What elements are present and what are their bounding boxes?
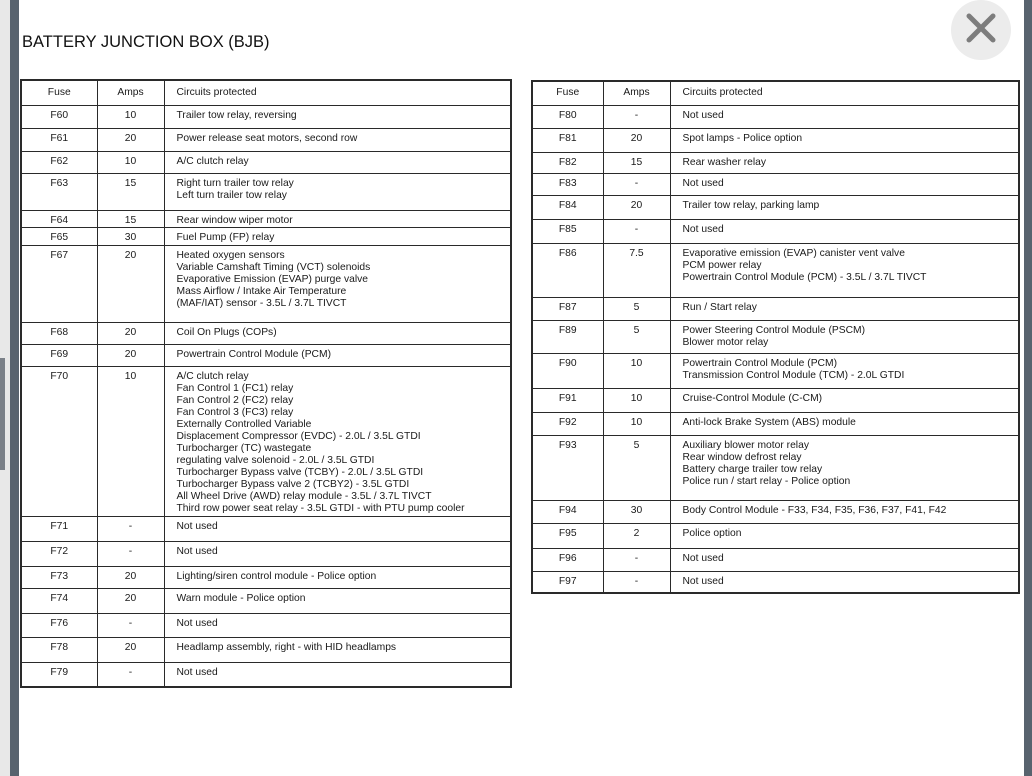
table-row <box>21 637 511 662</box>
circuit-line: Powertrain Control Module (PCM) <box>682 357 838 369</box>
amps-cell <box>603 320 670 353</box>
circuit-line: Turbocharger Bypass valve (TCBY) - 2.0L / 3.5L GTDI <box>176 466 424 478</box>
amps-cell <box>97 210 164 227</box>
fuse-cell <box>532 353 603 388</box>
circuit-line: Variable Camshaft Timing (VCT) solenoids <box>176 261 371 273</box>
table-row <box>532 173 1019 195</box>
table-row <box>532 412 1019 435</box>
left-frame-bar <box>10 0 19 776</box>
circuits-cell <box>164 128 511 151</box>
circuit-line: Fan Control 3 (FC3) relay <box>176 406 294 418</box>
circuit-line: Not used <box>176 617 218 629</box>
circuit-line: Evaporative Emission (EVAP) purge valve <box>176 273 369 285</box>
table-row <box>21 128 511 151</box>
amps-value: 20 <box>124 326 137 338</box>
fuse-cell <box>532 128 603 152</box>
table-row <box>532 571 1019 593</box>
amps-cell <box>97 322 164 344</box>
circuit-line: Police option <box>682 527 742 539</box>
circuit-line: regulating valve solenoid - 2.0L / 3.5L GTDI <box>176 454 375 466</box>
table-row <box>21 173 511 210</box>
fuse-cell <box>21 541 97 566</box>
circuit-line: PCM power relay <box>682 259 762 271</box>
fuse-id: F96 <box>558 552 577 564</box>
circuits-cell <box>670 297 1019 320</box>
amps-cell <box>603 500 670 523</box>
table-row <box>21 662 511 687</box>
fuse-id: F64 <box>50 214 69 226</box>
fuse-id: F86 <box>558 247 577 259</box>
circuit-line: Police run / start relay - Police option <box>682 475 851 487</box>
circuit-line: Not used <box>682 552 724 564</box>
amps-value: 7.5 <box>629 247 644 259</box>
fuse-cell <box>21 245 97 322</box>
amps-value: 20 <box>124 132 137 144</box>
circuit-line: Spot lamps - Police option <box>682 132 803 144</box>
table-row <box>532 128 1019 152</box>
fuse-id: F76 <box>50 617 69 629</box>
fuse-cell <box>532 105 603 128</box>
circuit-line: Powertrain Control Module (PCM) - 3.5L / 3.7L TIVCT <box>682 271 927 283</box>
amps-cell <box>603 353 670 388</box>
circuit-line: Externally Controlled Variable <box>176 418 312 430</box>
circuit-line: Run / Start relay <box>682 301 757 313</box>
amps-value: 20 <box>124 249 137 261</box>
amps-cell <box>97 366 164 516</box>
amps-cell <box>603 297 670 320</box>
circuit-line: Cruise-Control Module (C-CM) <box>682 392 823 404</box>
circuits-cell <box>164 227 511 245</box>
circuits-cell <box>670 195 1019 219</box>
fuse-id: F67 <box>50 249 69 261</box>
table-row <box>21 227 511 245</box>
table-row <box>532 353 1019 388</box>
circuit-line: Mass Airflow / Intake Air Temperature <box>176 285 347 297</box>
circuit-line: Power release seat motors, second row <box>176 132 358 144</box>
fuse-id: F80 <box>558 109 577 121</box>
circuits-cell <box>164 662 511 687</box>
circuit-line: Power Steering Control Module (PSCM) <box>682 324 866 336</box>
circuit-line: Rear window defrost relay <box>682 451 802 463</box>
circuit-line: Not used <box>682 177 724 189</box>
circuit-line: Fuel Pump (FP) relay <box>176 231 275 243</box>
fuse-id: F94 <box>558 504 577 516</box>
circuit-line: Battery charge trailer tow relay <box>682 463 823 475</box>
amps-value: - <box>128 520 133 532</box>
circuits-cell <box>164 588 511 613</box>
circuit-line: Anti-lock Brake System (ABS) module <box>682 416 856 428</box>
fuse-id: F97 <box>558 575 577 587</box>
circuit-line: Turbocharger Bypass valve 2 (TCBY2) - 3.5L GTDI <box>176 478 410 490</box>
circuit-line: All Wheel Drive (AWD) relay module - 3.5L / 3.7L TIVCT <box>176 490 432 502</box>
amps-cell <box>97 613 164 637</box>
fuse-id: F85 <box>558 223 577 235</box>
circuit-line: Coil On Plugs (COPs) <box>176 326 277 338</box>
amps-cell <box>603 128 670 152</box>
amps-value: 10 <box>124 155 137 167</box>
fuse-id: F65 <box>50 231 69 243</box>
table-row <box>532 152 1019 173</box>
circuits-cell <box>670 500 1019 523</box>
amps-value: - <box>128 617 133 629</box>
amps-cell <box>603 152 670 173</box>
circuit-line: Not used <box>176 520 218 532</box>
fuse-cell <box>21 151 97 173</box>
amps-value: 10 <box>124 109 137 121</box>
fuse-cell <box>532 571 603 593</box>
fuse-cell <box>532 152 603 173</box>
fuse-cell <box>21 344 97 366</box>
circuit-line: A/C clutch relay <box>176 370 249 382</box>
circuits-cell <box>164 322 511 344</box>
circuits-cell <box>670 152 1019 173</box>
fuse-id: F79 <box>50 666 69 678</box>
fuse-cell <box>532 548 603 571</box>
amps-cell <box>603 388 670 412</box>
fuse-id: F68 <box>50 326 69 338</box>
fuse-id: F74 <box>50 592 69 604</box>
circuits-cell <box>670 412 1019 435</box>
amps-value: 20 <box>124 348 137 360</box>
amps-value: 5 <box>633 301 640 313</box>
amps-cell <box>603 571 670 593</box>
table-row <box>532 195 1019 219</box>
circuits-cell <box>670 219 1019 243</box>
fuse-id: F87 <box>558 301 577 313</box>
fuse-id: F82 <box>558 156 577 168</box>
circuit-line: Body Control Module - F33, F34, F35, F36, F37, F41, F42 <box>682 504 947 516</box>
circuits-cell <box>164 366 511 516</box>
fuse-id: F61 <box>50 132 69 144</box>
fuse-id: F83 <box>558 177 577 189</box>
amps-value: 20 <box>630 199 643 211</box>
amps-cell <box>603 219 670 243</box>
amps-cell <box>603 523 670 548</box>
table-row <box>21 245 511 322</box>
amps-value: 10 <box>630 392 643 404</box>
circuit-line: Auxiliary blower motor relay <box>682 439 809 451</box>
table-row <box>532 388 1019 412</box>
fuse-id: F95 <box>558 527 577 539</box>
circuit-line: Not used <box>682 223 724 235</box>
header-circuits: Circuits protected <box>670 81 1019 105</box>
amps-cell <box>97 516 164 541</box>
table-row <box>532 548 1019 571</box>
circuit-line: Evaporative emission (EVAP) canister vent valve <box>682 247 905 259</box>
circuits-cell <box>164 210 511 227</box>
fuse-cell <box>532 523 603 548</box>
amps-value: - <box>634 223 639 235</box>
table-row <box>532 219 1019 243</box>
fuse-cell <box>532 435 603 500</box>
amps-value: - <box>128 545 133 557</box>
amps-cell <box>603 243 670 297</box>
circuit-line: Trailer tow relay, parking lamp <box>682 199 820 211</box>
circuit-line: Left turn trailer tow relay <box>176 189 287 201</box>
amps-cell <box>603 435 670 500</box>
table-row <box>21 366 511 516</box>
header-circuits: Circuits protected <box>164 80 511 105</box>
amps-value: 30 <box>630 504 643 516</box>
header-fuse: Fuse <box>21 80 97 105</box>
circuits-cell <box>670 435 1019 500</box>
fuse-cell <box>21 322 97 344</box>
amps-cell <box>603 195 670 219</box>
table-row <box>21 151 511 173</box>
circuit-line: Rear washer relay <box>682 156 767 168</box>
table-row <box>21 541 511 566</box>
amps-cell <box>97 227 164 245</box>
header-amps: Amps <box>603 81 670 105</box>
circuit-line: Not used <box>176 545 218 557</box>
amps-value: 20 <box>124 641 137 653</box>
fuse-cell <box>21 588 97 613</box>
circuit-line: Rear window wiper motor <box>176 214 293 226</box>
circuit-line: Fan Control 2 (FC2) relay <box>176 394 294 406</box>
fuse-id: F78 <box>50 641 69 653</box>
fuse-id: F72 <box>50 545 69 557</box>
fuse-cell <box>21 128 97 151</box>
circuit-line: Trailer tow relay, reversing <box>176 109 297 121</box>
fuse-id: F90 <box>558 357 577 369</box>
table-row <box>532 435 1019 500</box>
close-button[interactable] <box>951 0 1011 60</box>
circuits-cell <box>670 243 1019 297</box>
circuit-line: Third row power seat relay - 3.5L GTDI - with PTU pump cooler <box>176 502 465 514</box>
table-header-row <box>21 80 511 105</box>
amps-value: 5 <box>633 324 640 336</box>
right-frame-bar <box>1024 0 1032 776</box>
circuit-line: Headlamp assembly, right - with HID headlamps <box>176 641 397 653</box>
amps-cell <box>97 541 164 566</box>
circuits-cell <box>670 320 1019 353</box>
table-row <box>532 243 1019 297</box>
amps-cell <box>97 151 164 173</box>
fuse-id: F71 <box>50 520 69 532</box>
circuits-cell <box>164 541 511 566</box>
table-row <box>21 588 511 613</box>
fuse-cell <box>21 662 97 687</box>
circuit-line: Turbocharger (TC) wastegate <box>176 442 312 454</box>
amps-cell <box>97 344 164 366</box>
amps-cell <box>97 245 164 322</box>
amps-value: 10 <box>630 416 643 428</box>
fuse-id: F84 <box>558 199 577 211</box>
fuse-id: F69 <box>50 348 69 360</box>
amps-value: 10 <box>124 370 137 382</box>
fuse-id: F63 <box>50 177 69 189</box>
fuse-cell <box>532 500 603 523</box>
amps-cell <box>97 588 164 613</box>
circuit-line: Powertrain Control Module (PCM) <box>176 348 332 360</box>
amps-value: 15 <box>124 177 137 189</box>
table-row <box>21 105 511 128</box>
fuse-id: F93 <box>558 439 577 451</box>
fuse-table-right <box>531 80 1020 594</box>
circuits-cell <box>670 388 1019 412</box>
circuits-cell <box>164 613 511 637</box>
fuse-cell <box>532 320 603 353</box>
table-row <box>532 297 1019 320</box>
table-header-row <box>532 81 1019 105</box>
circuits-cell <box>670 548 1019 571</box>
table-row <box>21 344 511 366</box>
fuse-cell <box>21 516 97 541</box>
circuits-cell <box>670 105 1019 128</box>
fuse-cell <box>532 388 603 412</box>
fuse-cell <box>21 637 97 662</box>
circuit-line: Not used <box>682 575 724 587</box>
table-row <box>532 523 1019 548</box>
amps-value: - <box>634 575 639 587</box>
fuse-cell <box>21 366 97 516</box>
amps-value: 20 <box>124 592 137 604</box>
table-row <box>21 566 511 588</box>
fuse-cell <box>532 195 603 219</box>
close-icon <box>951 0 1011 60</box>
circuit-line: (MAF/IAT) sensor - 3.5L / 3.7L TIVCT <box>176 297 347 309</box>
circuit-line: Not used <box>682 109 724 121</box>
fuse-cell <box>21 227 97 245</box>
circuits-cell <box>164 105 511 128</box>
header-fuse: Fuse <box>532 81 603 105</box>
fuse-id: F89 <box>558 324 577 336</box>
amps-value: 30 <box>124 231 137 243</box>
amps-cell <box>603 548 670 571</box>
table-row <box>21 516 511 541</box>
circuit-line: Displacement Compressor (EVDC) - 2.0L / 3.5L GTDI <box>176 430 421 442</box>
fuse-id: F73 <box>50 570 69 582</box>
circuits-cell <box>670 353 1019 388</box>
circuits-cell <box>670 173 1019 195</box>
table-row <box>532 320 1019 353</box>
circuits-cell <box>670 523 1019 548</box>
page-title: BATTERY JUNCTION BOX (BJB) <box>22 33 270 51</box>
amps-value: 15 <box>630 156 643 168</box>
fuse-id: F62 <box>50 155 69 167</box>
fuse-cell <box>532 173 603 195</box>
fuse-cell <box>21 173 97 210</box>
circuits-cell <box>164 566 511 588</box>
circuits-cell <box>670 571 1019 593</box>
fuse-cell <box>532 243 603 297</box>
header-amps: Amps <box>97 80 164 105</box>
circuits-cell <box>164 245 511 322</box>
fuse-table-left <box>20 79 512 688</box>
table-row <box>532 500 1019 523</box>
amps-cell <box>97 173 164 210</box>
amps-value: - <box>128 666 133 678</box>
circuits-cell <box>164 344 511 366</box>
circuits-cell <box>164 516 511 541</box>
amps-cell <box>97 128 164 151</box>
circuits-cell <box>164 173 511 210</box>
circuit-line: Lighting/siren control module - Police option <box>176 570 377 582</box>
circuit-line: Right turn trailer tow relay <box>176 177 294 189</box>
fuse-id: F81 <box>558 132 577 144</box>
fuse-id: F92 <box>558 416 577 428</box>
circuits-cell <box>164 637 511 662</box>
fuse-cell <box>21 105 97 128</box>
amps-cell <box>97 662 164 687</box>
table-row <box>21 613 511 637</box>
fuse-cell <box>532 219 603 243</box>
circuits-cell <box>670 128 1019 152</box>
circuit-line: Warn module - Police option <box>176 592 306 604</box>
circuit-line: Blower motor relay <box>682 336 769 348</box>
amps-cell <box>97 637 164 662</box>
fuse-id: F60 <box>50 109 69 121</box>
fuse-cell <box>532 297 603 320</box>
amps-value: 20 <box>630 132 643 144</box>
amps-cell <box>97 105 164 128</box>
amps-value: - <box>634 177 639 189</box>
circuits-cell <box>164 151 511 173</box>
circuit-line: Fan Control 1 (FC1) relay <box>176 382 294 394</box>
amps-cell <box>603 105 670 128</box>
amps-value: 2 <box>633 527 640 539</box>
amps-value: 10 <box>630 357 643 369</box>
amps-value: 15 <box>124 214 137 226</box>
amps-value: 20 <box>124 570 137 582</box>
fuse-cell <box>532 412 603 435</box>
circuit-line: Transmission Control Module (TCM) - 2.0L GTDI <box>682 369 905 381</box>
fuse-cell <box>21 613 97 637</box>
amps-cell <box>603 412 670 435</box>
fuse-id: F70 <box>50 370 69 382</box>
amps-cell <box>603 173 670 195</box>
scroll-indicator[interactable] <box>0 358 5 470</box>
amps-value: - <box>634 552 639 564</box>
amps-value: - <box>634 109 639 121</box>
fuse-cell <box>21 566 97 588</box>
circuit-line: A/C clutch relay <box>176 155 249 167</box>
amps-value: 5 <box>633 439 640 451</box>
table-row <box>21 210 511 227</box>
fuse-cell <box>21 210 97 227</box>
amps-cell <box>97 566 164 588</box>
circuit-line: Heated oxygen sensors <box>176 249 285 261</box>
fuse-id: F91 <box>558 392 577 404</box>
table-row <box>532 105 1019 128</box>
table-row <box>21 322 511 344</box>
circuit-line: Not used <box>176 666 218 678</box>
